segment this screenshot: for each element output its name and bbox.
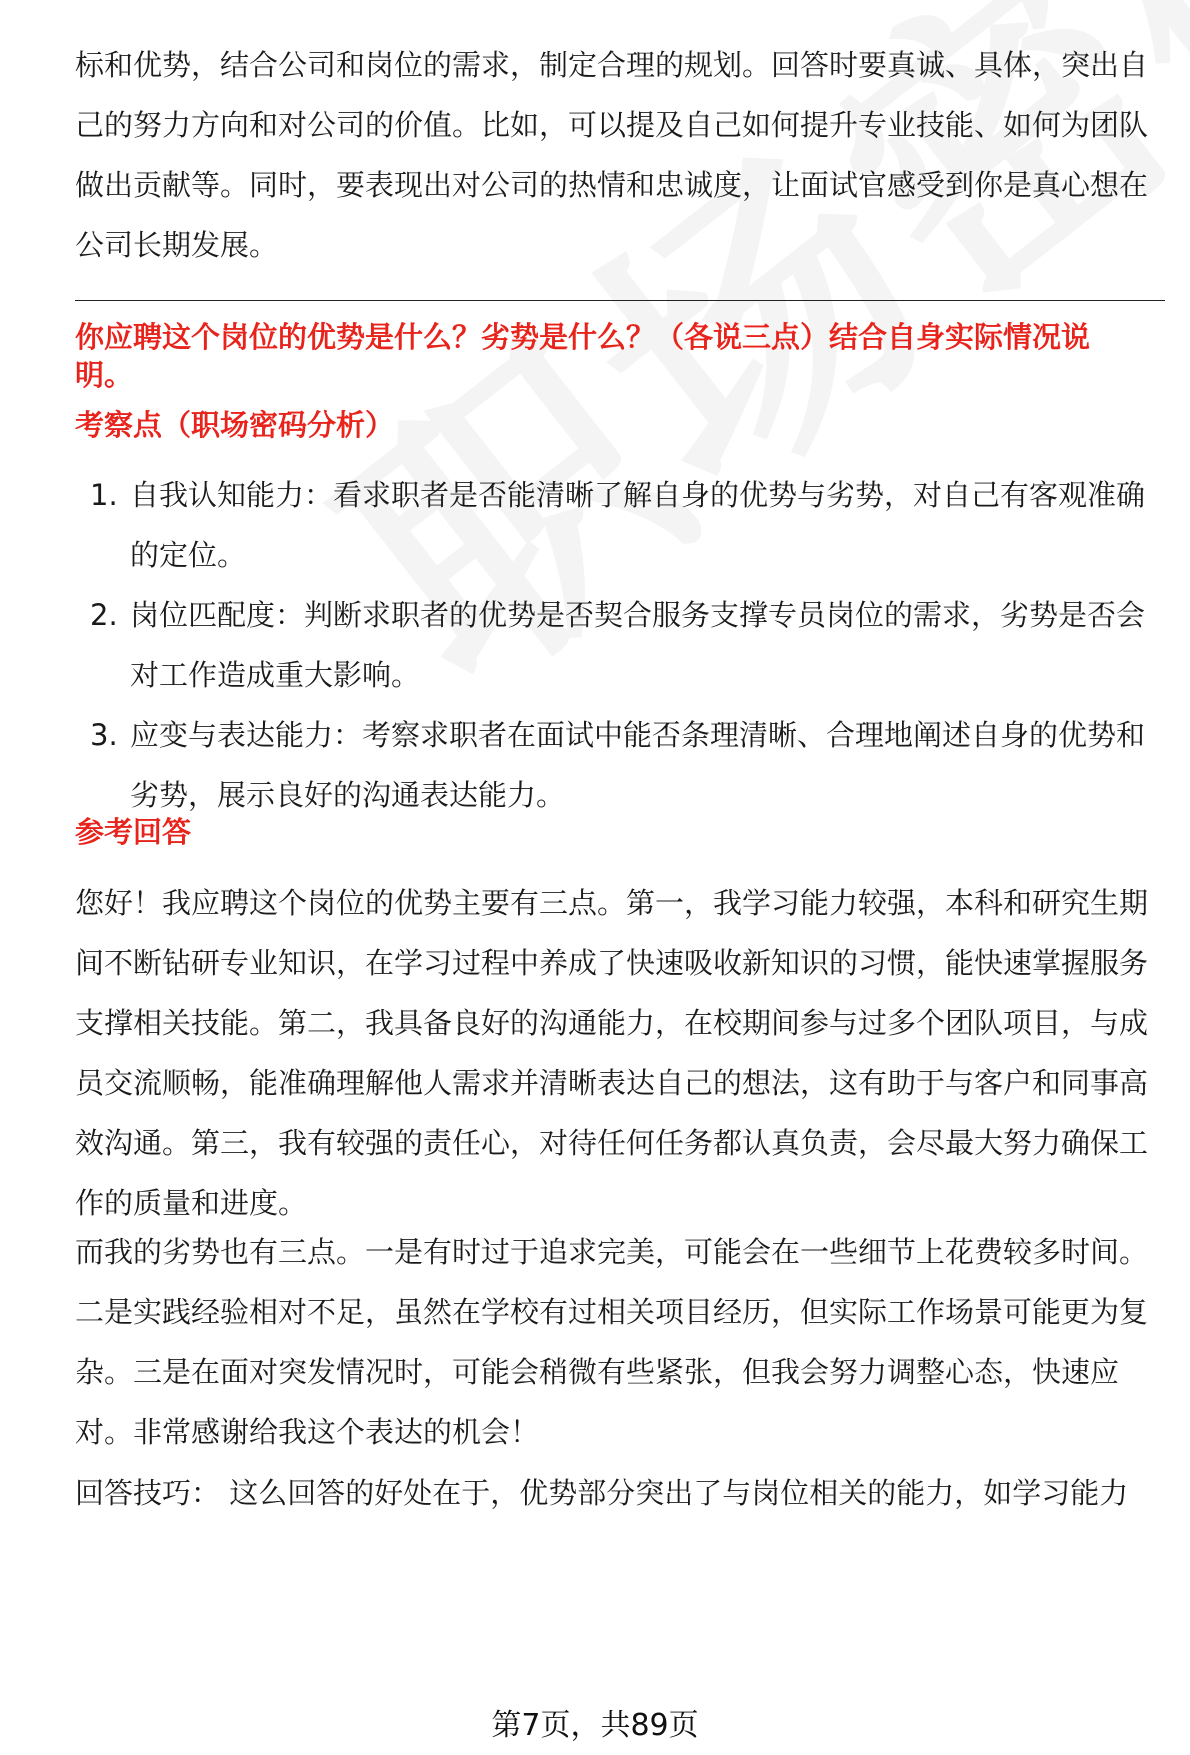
reference-heading: 参考回答 — [75, 815, 192, 849]
list-item-text: 岗位匹配度：判断求职者的优势是否契合服务支撑专员岗位的需求，劣势是否会对工作造成重大影响。 — [130, 598, 1146, 692]
reference-paragraph-weaknesses: 而我的劣势也有三点。一是有时过于追求完美，可能会在一些细节上花费较多时间。二是实践经验相对不足，虽然在学校有过相关项目经历，但实际工作场景可能更为复杂。三是在面对突发情况时，可能会稍微有些紧张，但我会努力调整心态，快速应对。非常感谢给我这个表达的机会！ — [75, 1235, 1149, 1449]
page-number: 第7页，共89页 — [491, 1708, 699, 1743]
list-item — [75, 585, 1165, 705]
list-item-number: 2. — [90, 598, 118, 632]
examination-heading: 考察点（职场密码分析） — [75, 408, 395, 442]
reference-paragraph-strengths: 您好！我应聘这个岗位的优势主要有三点。第一，我学习能力较强，本科和研究生期间不断钻研专业知识，在学习过程中养成了快速吸收新知识的习惯，能快速掌握服务支撑相关技能。第二，我具备良好的沟通能力，在校期间参与过多个团队项目，与成员交流顺畅，能准确理解他人需求并清晰表达自己的想法，这有助于与客户和同事高效沟通。第三，我有较强的责任心，对待任何任务都认真负责，会尽最大努力确保工作的质量和进度。 — [75, 886, 1149, 1220]
examination-list — [75, 465, 1165, 825]
list-item-text: 应变与表达能力：考察求职者在面试中能否条理清晰、合理地阐述自身的优势和劣势，展示良好的沟通表达能力。 — [130, 718, 1146, 812]
list-item — [75, 465, 1165, 585]
list-item — [75, 705, 1165, 825]
intro-paragraph: 标和优势，结合公司和岗位的需求，制定合理的规划。回答时要真诚、具体，突出自己的努力方向和对公司的价值。比如，可以提及自己如何提升专业技能、如何为团队做出贡献等。同时，要表现出对公司的热情和忠诚度，让面试官感受到你是真心想在公司长期发展。 — [75, 48, 1149, 262]
list-item-number: 1. — [90, 478, 118, 512]
list-item-text: 自我认知能力：看求职者是否能清晰了解自身的优势与劣势，对自己有客观准确的定位。 — [130, 478, 1146, 572]
tips-paragraph: 回答技巧： 这么回答的好处在于，优势部分突出了与岗位相关的能力，如学习能力 — [75, 1476, 1129, 1510]
list-item-number: 3. — [90, 718, 118, 752]
question-heading: 你应聘这个岗位的优势是什么？劣势是什么？（各说三点）结合自身实际情况说明。 — [75, 320, 1091, 392]
section-divider — [75, 300, 1165, 301]
